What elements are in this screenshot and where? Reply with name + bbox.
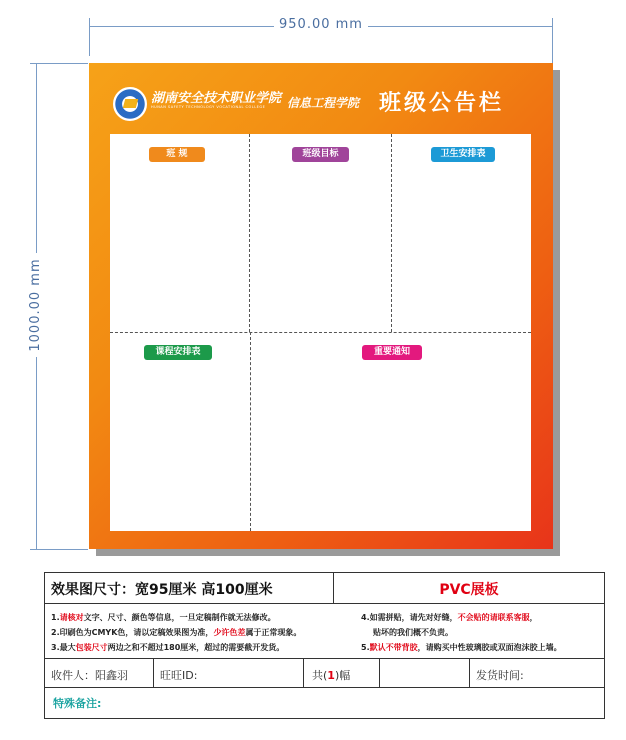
divider-horizontal: [110, 332, 531, 333]
school-name-en: HUNAN SAFETY TECHNOLOGY VOCATIONAL COLLEGE: [151, 105, 266, 109]
material-label: PVC展板: [439, 582, 499, 598]
height-dimension-tick-bottom: [30, 549, 88, 550]
section-tag-class-rules: 班 规: [149, 147, 205, 162]
effect-size-label: 效果图尺寸：宽95厘米 高100厘米: [51, 582, 273, 598]
bulletin-board: [89, 63, 553, 549]
section-tag-cleaning-schedule: 卫生安排表: [431, 147, 495, 162]
school-logo-icon: [113, 87, 147, 121]
info-row-header: [45, 573, 604, 604]
school-name: 湖南安全技术职业学院: [151, 91, 282, 106]
special-note-label: 特殊备注:: [53, 697, 102, 710]
section-tag-course-schedule: 课程安排表: [144, 345, 212, 360]
height-dimension-tick-top: [30, 63, 88, 64]
note-3: 3.最大包装尺寸两边之和不超过180厘米，超过的需要截开发货。: [51, 643, 285, 652]
material-cell: [333, 573, 604, 603]
divider-vertical-top-left: [249, 134, 250, 332]
count-cell: [303, 659, 379, 687]
board-title: 班级公告栏: [379, 90, 505, 116]
note-2: 2.印刷色为CMYK色，请以定稿效果图为准，少许色差属于正常现象。: [51, 628, 302, 637]
note-4: 4.如需拼贴，请先对好缝，不会贴的请联系客服，: [361, 613, 538, 622]
info-row-fields: [45, 659, 604, 688]
width-dimension-label: 950.00 mm: [0, 17, 626, 32]
note-1: 1.请核对文字、尺寸、颜色等信息，一旦定稿制作就无法修改。: [51, 613, 276, 622]
count-value: 1: [327, 669, 335, 682]
wangwang-id-label: 旺旺ID:: [160, 669, 198, 682]
board-panel: [110, 134, 531, 531]
wangwang-cell: [153, 659, 303, 687]
info-row-special: [45, 688, 604, 719]
divider-vertical-top-right: [391, 134, 392, 332]
board-header: [107, 83, 539, 125]
count-label: 共(1)幅: [312, 669, 351, 682]
ship-time-label: 发货时间:: [476, 669, 524, 682]
section-tag-class-goals: 班级目标: [292, 147, 349, 162]
department-name: 信息工程学院: [287, 96, 360, 110]
recipient-label: 收件人：阳鑫羽: [51, 669, 128, 682]
divider-vertical-bottom: [250, 332, 251, 531]
note-5: 5.默认不带背胶，请购买中性玻璃胶或双面泡沫胶上墙。: [361, 643, 562, 652]
blank-cell: [379, 659, 469, 687]
info-row-notes: [45, 604, 604, 659]
section-tag-important-notice: 重要通知: [362, 345, 422, 360]
note-4-continued: 贴坏的我们概不负责。: [373, 628, 453, 637]
ship-time-cell: [469, 659, 604, 687]
order-info-table: [44, 572, 605, 719]
height-dimension-label: 1000.00 mm: [28, 235, 48, 375]
